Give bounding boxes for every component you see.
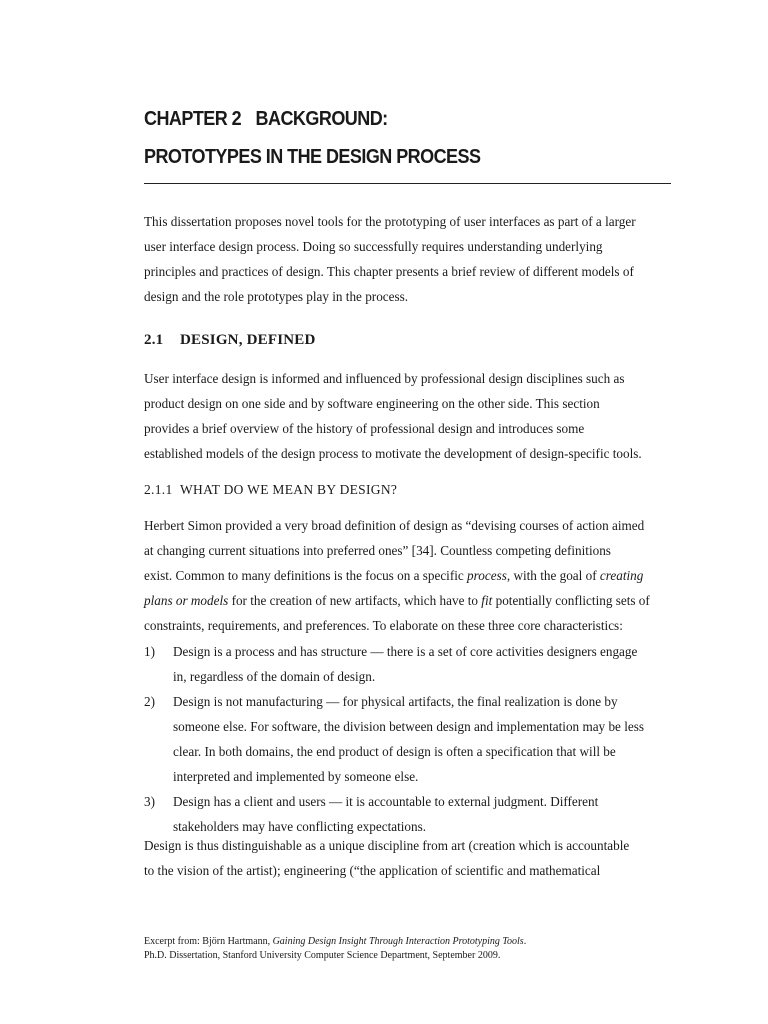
chapter-title-line-2: PROTOTYPES IN THE DESIGN PROCESS [144, 146, 481, 168]
text-run: for the creation of new artifacts, which have to [228, 593, 482, 608]
text-line: established models of the design process to motivate the development of design-specific tools. [144, 446, 642, 461]
section-paragraph [144, 366, 671, 466]
emphasis-creating: creating [599, 568, 644, 583]
footer-line [144, 935, 526, 949]
excerpt-footer [144, 935, 526, 963]
intro-paragraph [144, 209, 671, 309]
text-run: , with the goal of [506, 568, 600, 583]
text-run: potentially conflicting sets of [492, 593, 650, 608]
section-heading [144, 332, 316, 349]
emphasis-process: process [467, 568, 507, 583]
subsection-number: 2.1.1 [144, 482, 173, 497]
footer-book-title: Gaining Design Insight Through Interaction Prototyping Tools [272, 936, 524, 947]
chapter-title-line-1 [144, 100, 621, 138]
text-line: at changing current situations into preferred ones” [34]. Countless competing definitions [144, 543, 611, 558]
section-title: DESIGN, DEFINED [180, 332, 316, 348]
list-item [144, 789, 674, 839]
text-line: user interface design process. Doing so successfully requires understanding underlying [144, 239, 603, 254]
text-run: exist. Common to many definitions is the focus on a specific [144, 568, 468, 583]
chapter-title-part-1: BACKGROUND: [255, 108, 388, 130]
list-item [144, 689, 674, 789]
footer-text: Excerpt from: Björn Hartmann, [144, 936, 273, 947]
subsection-title: WHAT DO WE MEAN BY DESIGN? [180, 482, 398, 497]
chapter-heading [144, 100, 621, 176]
text-line: interpreted and implemented by someone else. [173, 769, 419, 784]
text-line: stakeholders may have conflicting expectations. [173, 819, 427, 834]
emphasis-plans-or-models: plans or models [144, 593, 229, 608]
list-item [144, 639, 674, 689]
text-line: Herbert Simon provided a very broad definition of design as “devising courses of action aimed [144, 518, 645, 533]
text-line: constraints, requirements, and preferences. To elaborate on these three core characteristics: [144, 618, 623, 633]
text-line: product design on one side and by software engineering on the other side. This section [144, 396, 600, 411]
text-line [144, 588, 671, 613]
text-line: Design is a process and has structure — there is a set of core activities designers engage [173, 644, 638, 659]
list-marker: 3) [144, 794, 155, 809]
list-marker: 1) [144, 644, 155, 659]
text-line: clear. In both domains, the end product of design is often a specification that will be [173, 744, 616, 759]
characteristics-list [144, 639, 674, 839]
text-line: principles and practices of design. This chapter presents a brief review of different models of [144, 264, 634, 279]
chapter-number: CHAPTER 2 [144, 108, 242, 130]
definition-paragraph [144, 513, 671, 638]
subsection-heading [144, 482, 397, 498]
text-line: in, regardless of the domain of design. [173, 669, 376, 684]
text-line: someone else. For software, the division between design and implementation may be less [173, 719, 644, 734]
section-number: 2.1 [144, 332, 164, 348]
list-marker: 2) [144, 694, 155, 709]
text-line: provides a brief overview of the history of professional design and introduces some [144, 421, 585, 436]
emphasis-fit: fit [481, 593, 493, 608]
text-line: Design is thus distinguishable as a unique discipline from art (creation which is accountable [144, 838, 630, 853]
heading-divider [144, 183, 671, 184]
text-line: This dissertation proposes novel tools for the prototyping of user interfaces as part of a larger [144, 214, 636, 229]
footer-text: . [523, 936, 527, 947]
text-line: to the vision of the artist); engineering (“the application of scientific and mathematical [144, 863, 601, 878]
text-line: design and the role prototypes play in the process. [144, 289, 409, 304]
text-line: Design is not manufacturing — for physical artifacts, the final realization is done by [173, 694, 618, 709]
text-line [144, 563, 671, 588]
text-line: User interface design is informed and influenced by professional design disciplines such as [144, 371, 625, 386]
closing-paragraph [144, 833, 671, 883]
footer-line: Ph.D. Dissertation, Stanford University Computer Science Department, September 2009. [144, 950, 501, 961]
text-line: Design has a client and users — it is accountable to external judgment. Different [173, 794, 599, 809]
